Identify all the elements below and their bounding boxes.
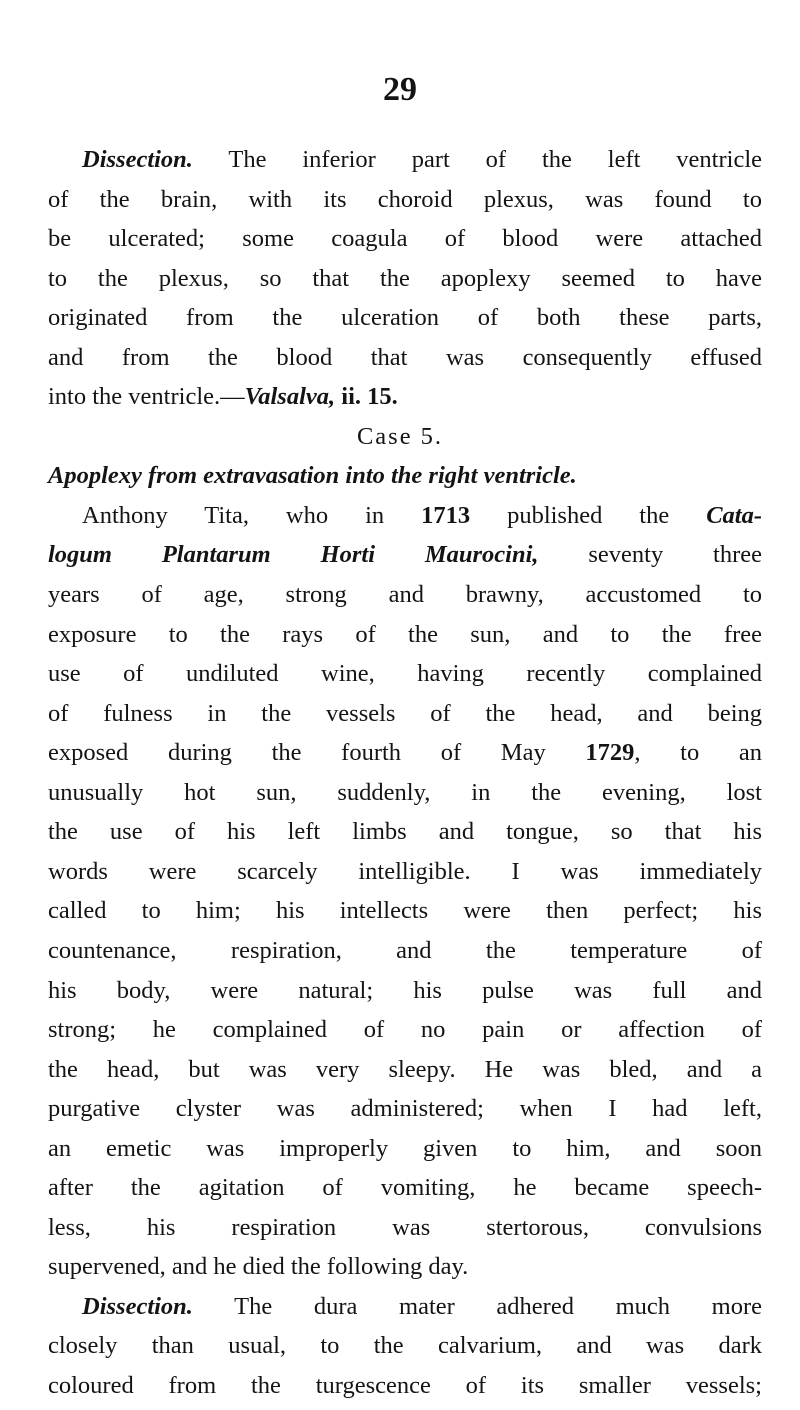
text-line: countenance, respiration, and the temperature of [48, 937, 762, 964]
page-number: 29 [383, 71, 417, 108]
text-line: less, his respiration was stertorous, convulsions [48, 1214, 762, 1241]
text-line: supervened, and he died the following day. [48, 1253, 469, 1280]
text-line: logum Plantarum Horti Maurocini, seventy three [48, 541, 762, 568]
text-line: closely than usual, to the calvarium, and was dark [48, 1332, 762, 1359]
section-label: Dissection. [82, 146, 193, 173]
text-line: years of age, strong and brawny, accustomed to [48, 581, 762, 608]
text-line: Anthony Tita, who in 1713 published the Cata- [82, 502, 762, 529]
text-line: purgative clyster was administered; when I had left, [48, 1095, 762, 1122]
text-line: the use of his left limbs and tongue, so that his [48, 818, 762, 845]
text-line: originated from the ulceration of both these parts, [48, 304, 762, 331]
text-line: an emetic was improperly given to him, and soon [48, 1135, 762, 1162]
text-line: unusually hot sun, suddenly, in the evening, lost [48, 779, 762, 806]
text-line: Dissection. The inferior part of the left ventricle [82, 146, 762, 173]
author-reference: Valsalva, [244, 383, 336, 410]
text-line: into the ventricle.—Valsalva, ii. 15. [48, 383, 398, 410]
text-line: of the brain, with its choroid plexus, was found to [48, 186, 762, 213]
text-line: exposed during the fourth of May 1729, to an [48, 739, 762, 766]
text-line: exposure to the rays of the sun, and to the free [48, 621, 762, 648]
case-title: Apoplexy from extravasation into the right ventricle. [48, 462, 577, 489]
text-line: his body, were natural; his pulse was full and [48, 977, 762, 1004]
text-line: strong; he complained of no pain or affection of [48, 1016, 762, 1043]
text-line: the head, but was very sleepy. He was bled, and a [48, 1056, 762, 1083]
text-line: and from the blood that was consequently effused [48, 344, 762, 371]
text-line: called to him; his intellects were then perfect; his [48, 897, 762, 924]
text-line: use of undiluted wine, having recently complained [48, 660, 762, 687]
text-line: be ulcerated; some coagula of blood were attached [48, 225, 762, 252]
text-line: words were scarcely intelligible. I was immediately [48, 858, 762, 885]
text-line: to the plexus, so that the apoplexy seemed to have [48, 265, 762, 292]
text-line: coloured from the turgescence of its smaller vessels; [48, 1372, 762, 1399]
section-label: Dissection. [82, 1293, 193, 1320]
case-heading: Case 5. [356, 423, 444, 450]
text-line: after the agitation of vomiting, he became speech- [48, 1174, 762, 1201]
text-line: Dissection. The dura mater adhered much more [82, 1293, 762, 1320]
text-line: of fulness in the vessels of the head, and being [48, 700, 762, 727]
